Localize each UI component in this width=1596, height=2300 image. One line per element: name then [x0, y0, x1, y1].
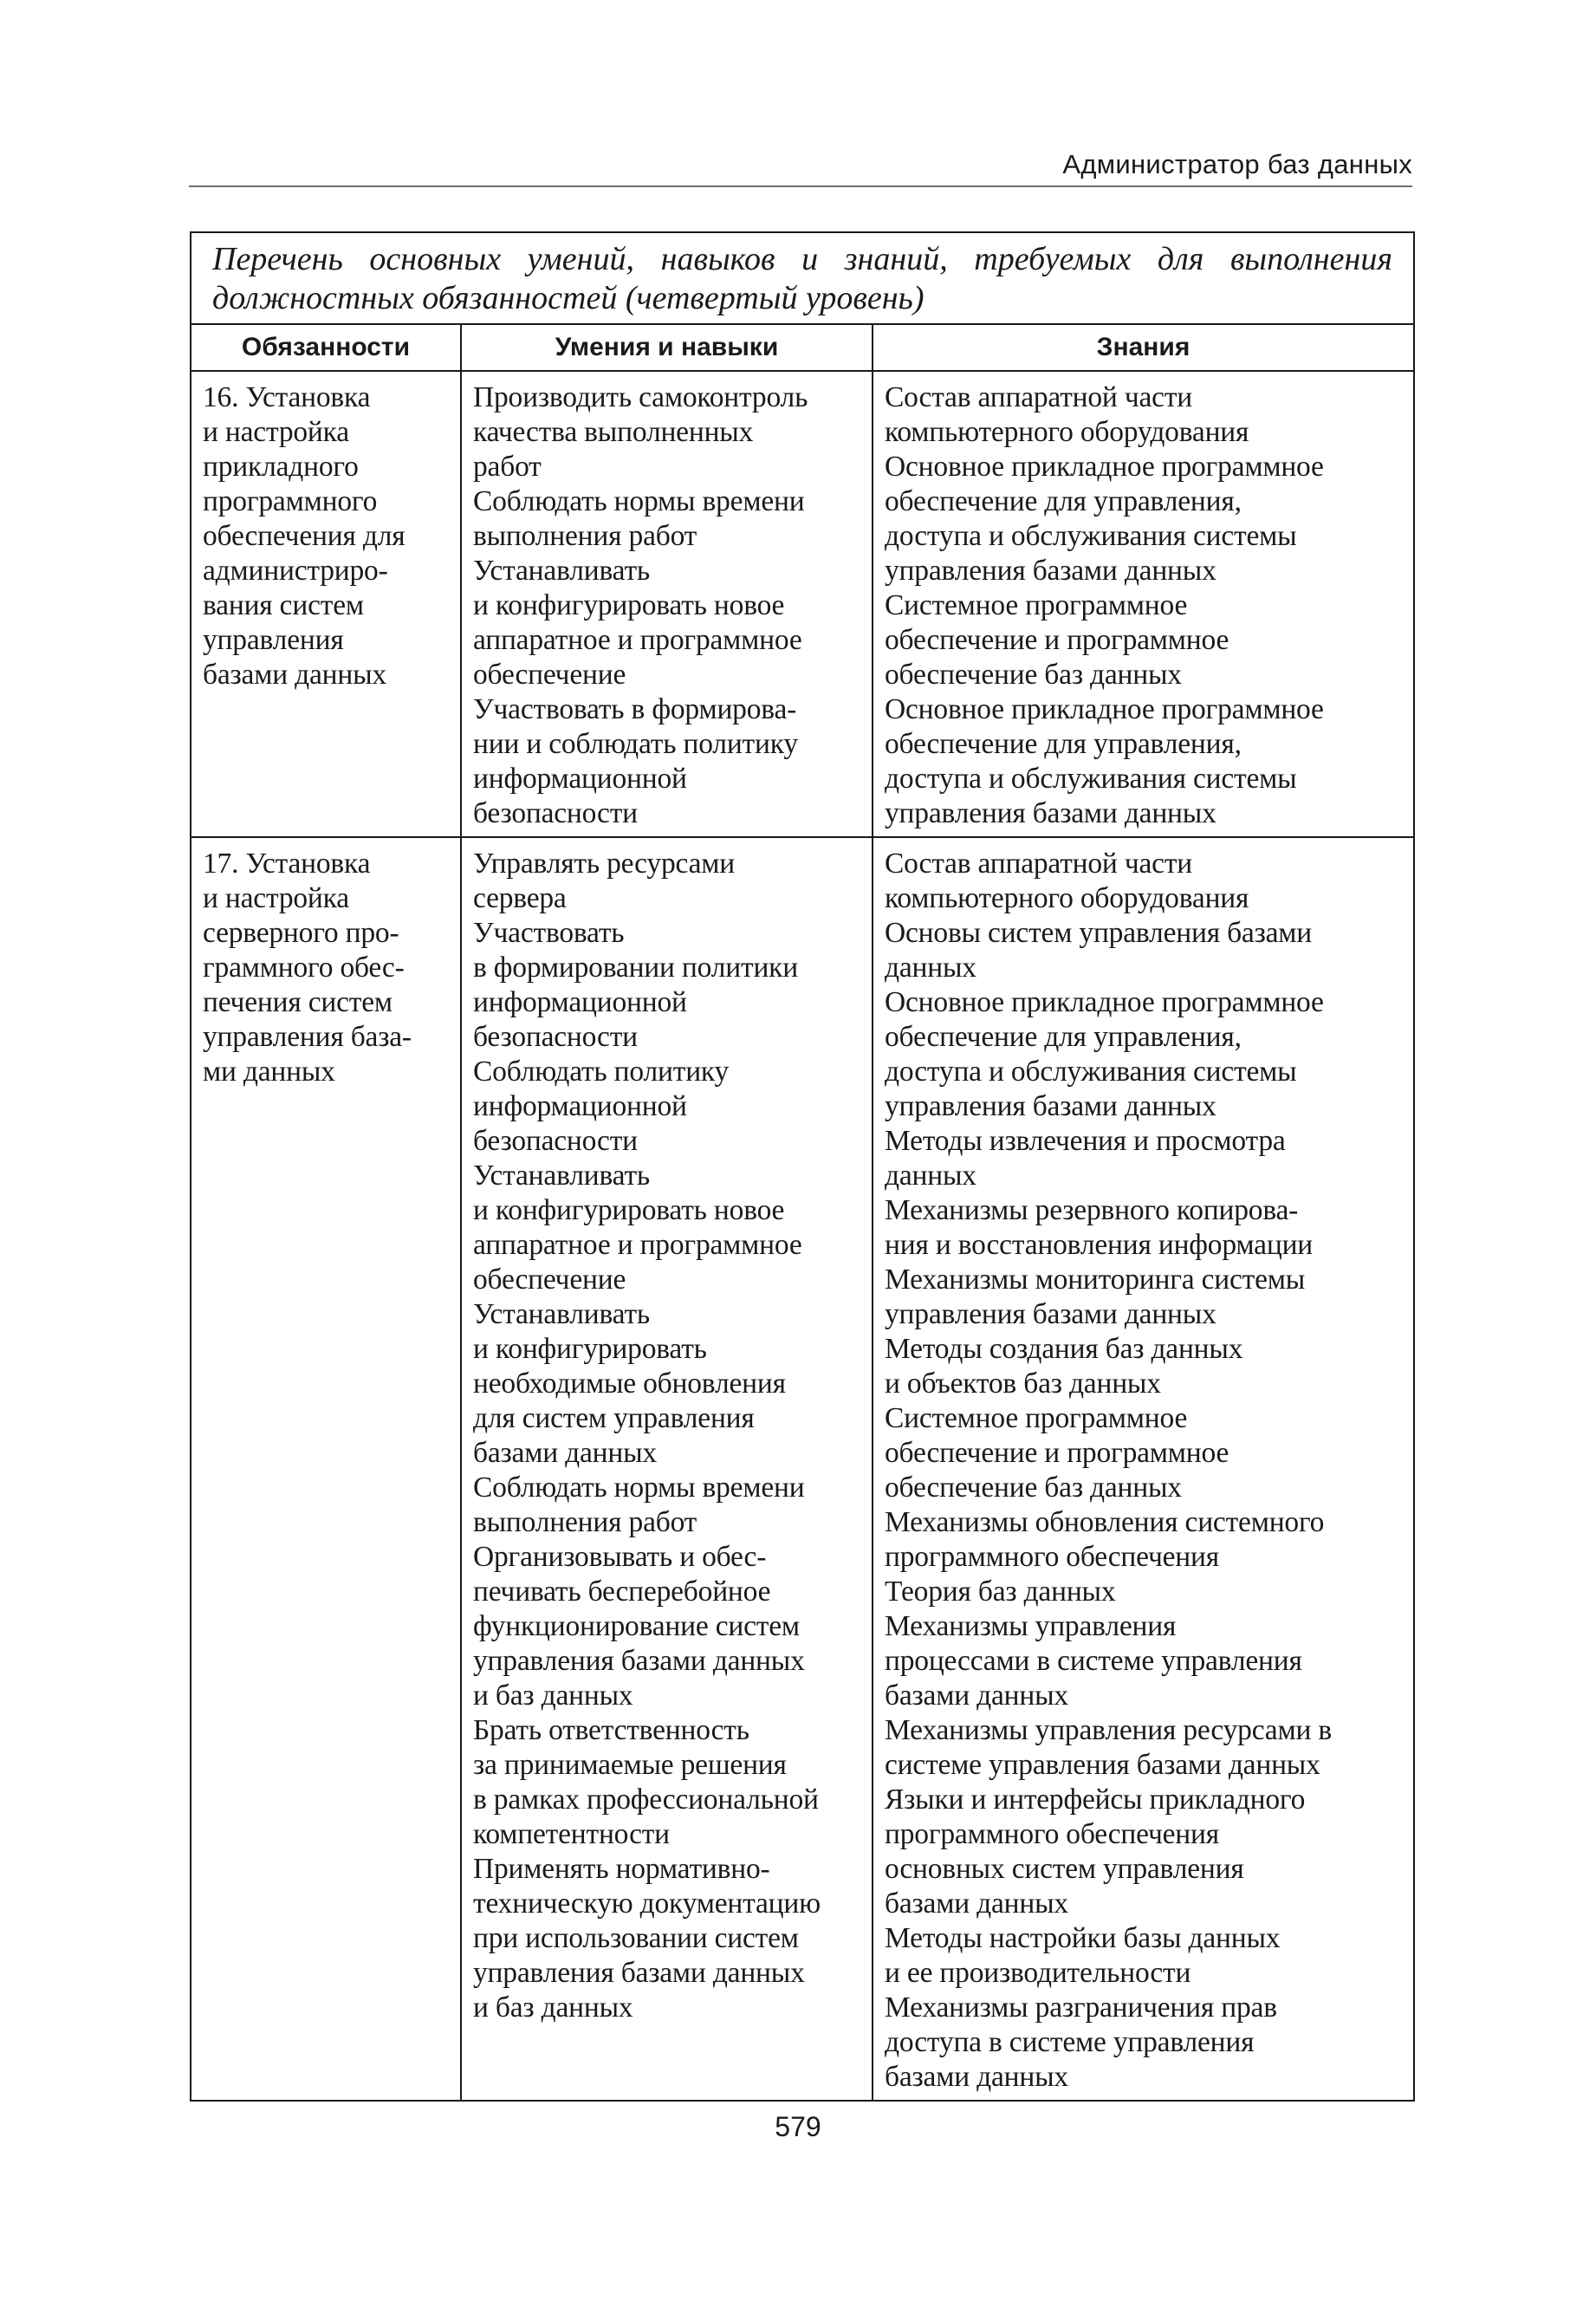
cell-line: Основное прикладное программное: [885, 693, 1324, 725]
cell-line: данных: [885, 1160, 976, 1192]
cell-line: 17. Установка: [203, 848, 371, 880]
cell-line: Механизмы обновления системного: [885, 1506, 1325, 1538]
cell-line: основных систем управления: [885, 1853, 1244, 1885]
cell-line: обеспечение баз данных: [885, 1472, 1182, 1504]
cell-line: Соблюдать нормы времени: [473, 485, 805, 517]
duty-cell: [191, 837, 461, 2101]
running-header: [189, 149, 1412, 187]
cell-line: сервера: [473, 882, 567, 914]
cell-line: Системное программное: [885, 589, 1188, 621]
cell-line: Участвовать: [473, 917, 625, 949]
cell-line: Основное прикладное программное: [885, 451, 1324, 483]
cell-line: вания систем: [203, 589, 364, 621]
cell-line: Методы извлечения и просмотра: [885, 1125, 1286, 1157]
cell-line: и конфигурировать новое: [473, 589, 785, 621]
cell-line: Основы систем управления базами: [885, 917, 1313, 949]
cell-line: нии и соблюдать политику: [473, 728, 798, 760]
cell-line: и настройка: [203, 882, 349, 914]
cell-line: безопасности: [473, 797, 638, 829]
cell-line: Управлять ресурсами: [473, 848, 735, 880]
cell-line: управления базами данных: [885, 1090, 1216, 1122]
cell-line: базами данных: [203, 659, 386, 691]
cell-line: обеспечение для управления,: [885, 728, 1242, 760]
cell-line: доступа в системе управления: [885, 2026, 1255, 2058]
column-header-duties: Обязанности: [191, 324, 461, 371]
cell-line: и конфигурировать новое: [473, 1194, 785, 1226]
cell-line: функционирование систем: [473, 1610, 800, 1642]
cell-line: управления база-: [203, 1021, 412, 1053]
cell-line: Механизмы мониторинга системы: [885, 1264, 1306, 1296]
cell-line: Производить самоконтроль: [473, 381, 808, 413]
cell-line: базами данных: [885, 1680, 1068, 1712]
cell-line: администриро-: [203, 555, 388, 587]
duty-cell: [191, 371, 461, 837]
cell-line: управления базами данных: [885, 797, 1216, 829]
cell-line: Применять нормативно-: [473, 1853, 770, 1885]
skills-cell: [461, 837, 873, 2101]
cell-line: обеспечение и программное: [885, 624, 1229, 656]
cell-line: выполнения работ: [473, 1506, 697, 1538]
cell-line: за принимаемые решения: [473, 1749, 787, 1781]
cell-line: доступа и обслуживания системы: [885, 763, 1297, 795]
cell-line: при использовании систем: [473, 1922, 799, 1954]
cell-line: компьютерного оборудования: [885, 882, 1249, 914]
cell-line: работ: [473, 451, 542, 483]
cell-line: печивать бесперебойное: [473, 1576, 771, 1608]
cell-line: Брать ответственность: [473, 1714, 749, 1746]
cell-line: необходимые обновления: [473, 1368, 786, 1400]
table-caption: Перечень основных умений, навыков и знаний, требуемых для выполнения должностных обязанностей (четвертый уровень): [191, 232, 1414, 324]
cell-line: качества выполненных: [473, 416, 754, 448]
cell-line: управления базами данных: [885, 555, 1216, 587]
knowledge-cell: [873, 837, 1414, 2101]
cell-line: ния и восстановления информации: [885, 1229, 1314, 1261]
table-row: [191, 837, 1414, 2101]
cell-line: программного обеспечения: [885, 1818, 1219, 1850]
cell-line: данных: [885, 952, 976, 984]
cell-line: обеспечение баз данных: [885, 659, 1182, 691]
cell-line: Организовывать и обес-: [473, 1541, 767, 1573]
cell-line: и баз данных: [473, 1991, 633, 2024]
cell-line: программного обеспечения: [885, 1541, 1219, 1573]
running-header-title: Администратор баз данных: [1062, 149, 1412, 179]
cell-line: ми данных: [203, 1056, 335, 1088]
cell-line: серверного про-: [203, 917, 399, 949]
cell-line: безопасности: [473, 1021, 638, 1053]
cell-line: Методы создания баз данных: [885, 1333, 1243, 1365]
cell-line: Участвовать в формирова-: [473, 693, 797, 725]
cell-line: печения систем: [203, 986, 393, 1018]
cell-line: в формировании политики: [473, 952, 798, 984]
cell-line: аппаратное и программное: [473, 1229, 802, 1261]
cell-line: базами данных: [473, 1437, 657, 1469]
cell-line: системе управления базами данных: [885, 1749, 1320, 1781]
cell-line: Устанавливать: [473, 555, 650, 587]
cell-line: Механизмы резервного копирова-: [885, 1194, 1299, 1226]
cell-line: компьютерного оборудования: [885, 416, 1249, 448]
cell-line: техническую документацию: [473, 1887, 821, 1920]
cell-line: Системное программное: [885, 1402, 1188, 1434]
cell-line: Соблюдать политику: [473, 1056, 730, 1088]
cell-line: граммного обес-: [203, 952, 405, 984]
cell-line: аппаратное и программное: [473, 624, 802, 656]
knowledge-cell: [873, 371, 1414, 837]
cell-line: Механизмы управления ресурсами в: [885, 1714, 1332, 1746]
cell-line: и конфигурировать: [473, 1333, 707, 1365]
cell-line: обеспечение и программное: [885, 1437, 1229, 1469]
cell-line: и настройка: [203, 416, 349, 448]
cell-line: обеспечения для: [203, 520, 405, 552]
cell-line: и ее производительности: [885, 1957, 1191, 1989]
cell-line: прикладного: [203, 451, 359, 483]
table-row: [191, 371, 1414, 837]
column-header-knowledge: Знания: [873, 324, 1414, 371]
cell-line: Устанавливать: [473, 1298, 650, 1330]
table-header-row: [191, 324, 1414, 371]
cell-line: управления базами данных: [473, 1645, 805, 1677]
cell-line: доступа и обслуживания системы: [885, 520, 1297, 552]
cell-line: управления базами данных: [885, 1298, 1216, 1330]
cell-line: информационной: [473, 763, 687, 795]
cell-line: информационной: [473, 986, 687, 1018]
cell-line: 16. Установка: [203, 381, 371, 413]
cell-line: базами данных: [885, 1887, 1068, 1920]
cell-line: Основное прикладное программное: [885, 986, 1324, 1018]
cell-line: Механизмы разграничения прав: [885, 1991, 1277, 2024]
skills-cell: [461, 371, 873, 837]
cell-line: Состав аппаратной части: [885, 381, 1192, 413]
table-caption-row: [191, 232, 1414, 324]
cell-line: обеспечение: [473, 1264, 626, 1296]
cell-line: обеспечение для управления,: [885, 1021, 1242, 1053]
cell-line: Методы настройки базы данных: [885, 1922, 1281, 1954]
cell-line: обеспечение: [473, 659, 626, 691]
cell-line: и баз данных: [473, 1680, 633, 1712]
cell-line: безопасности: [473, 1125, 638, 1157]
cell-line: Устанавливать: [473, 1160, 650, 1192]
cell-line: обеспечение для управления,: [885, 485, 1242, 517]
cell-line: процессами в системе управления: [885, 1645, 1302, 1677]
cell-line: компетентности: [473, 1818, 670, 1850]
cell-line: и объектов баз данных: [885, 1368, 1161, 1400]
column-header-skills: Умения и навыки: [461, 324, 873, 371]
cell-line: Механизмы управления: [885, 1610, 1177, 1642]
cell-line: в рамках профессиональной: [473, 1783, 819, 1816]
cell-line: Языки и интерфейсы прикладного: [885, 1783, 1306, 1816]
cell-line: программного: [203, 485, 378, 517]
cell-line: информационной: [473, 1090, 687, 1122]
cell-line: Соблюдать нормы времени: [473, 1472, 805, 1504]
cell-line: базами данных: [885, 2061, 1068, 2093]
cell-line: выполнения работ: [473, 520, 697, 552]
cell-line: доступа и обслуживания системы: [885, 1056, 1297, 1088]
page-number: 579: [775, 2111, 821, 2142]
cell-line: Теория баз данных: [885, 1576, 1116, 1608]
cell-line: управления: [203, 624, 344, 656]
cell-line: Состав аппаратной части: [885, 848, 1192, 880]
cell-line: для систем управления: [473, 1402, 755, 1434]
skills-table: [190, 231, 1415, 2102]
cell-line: управления базами данных: [473, 1957, 805, 1989]
